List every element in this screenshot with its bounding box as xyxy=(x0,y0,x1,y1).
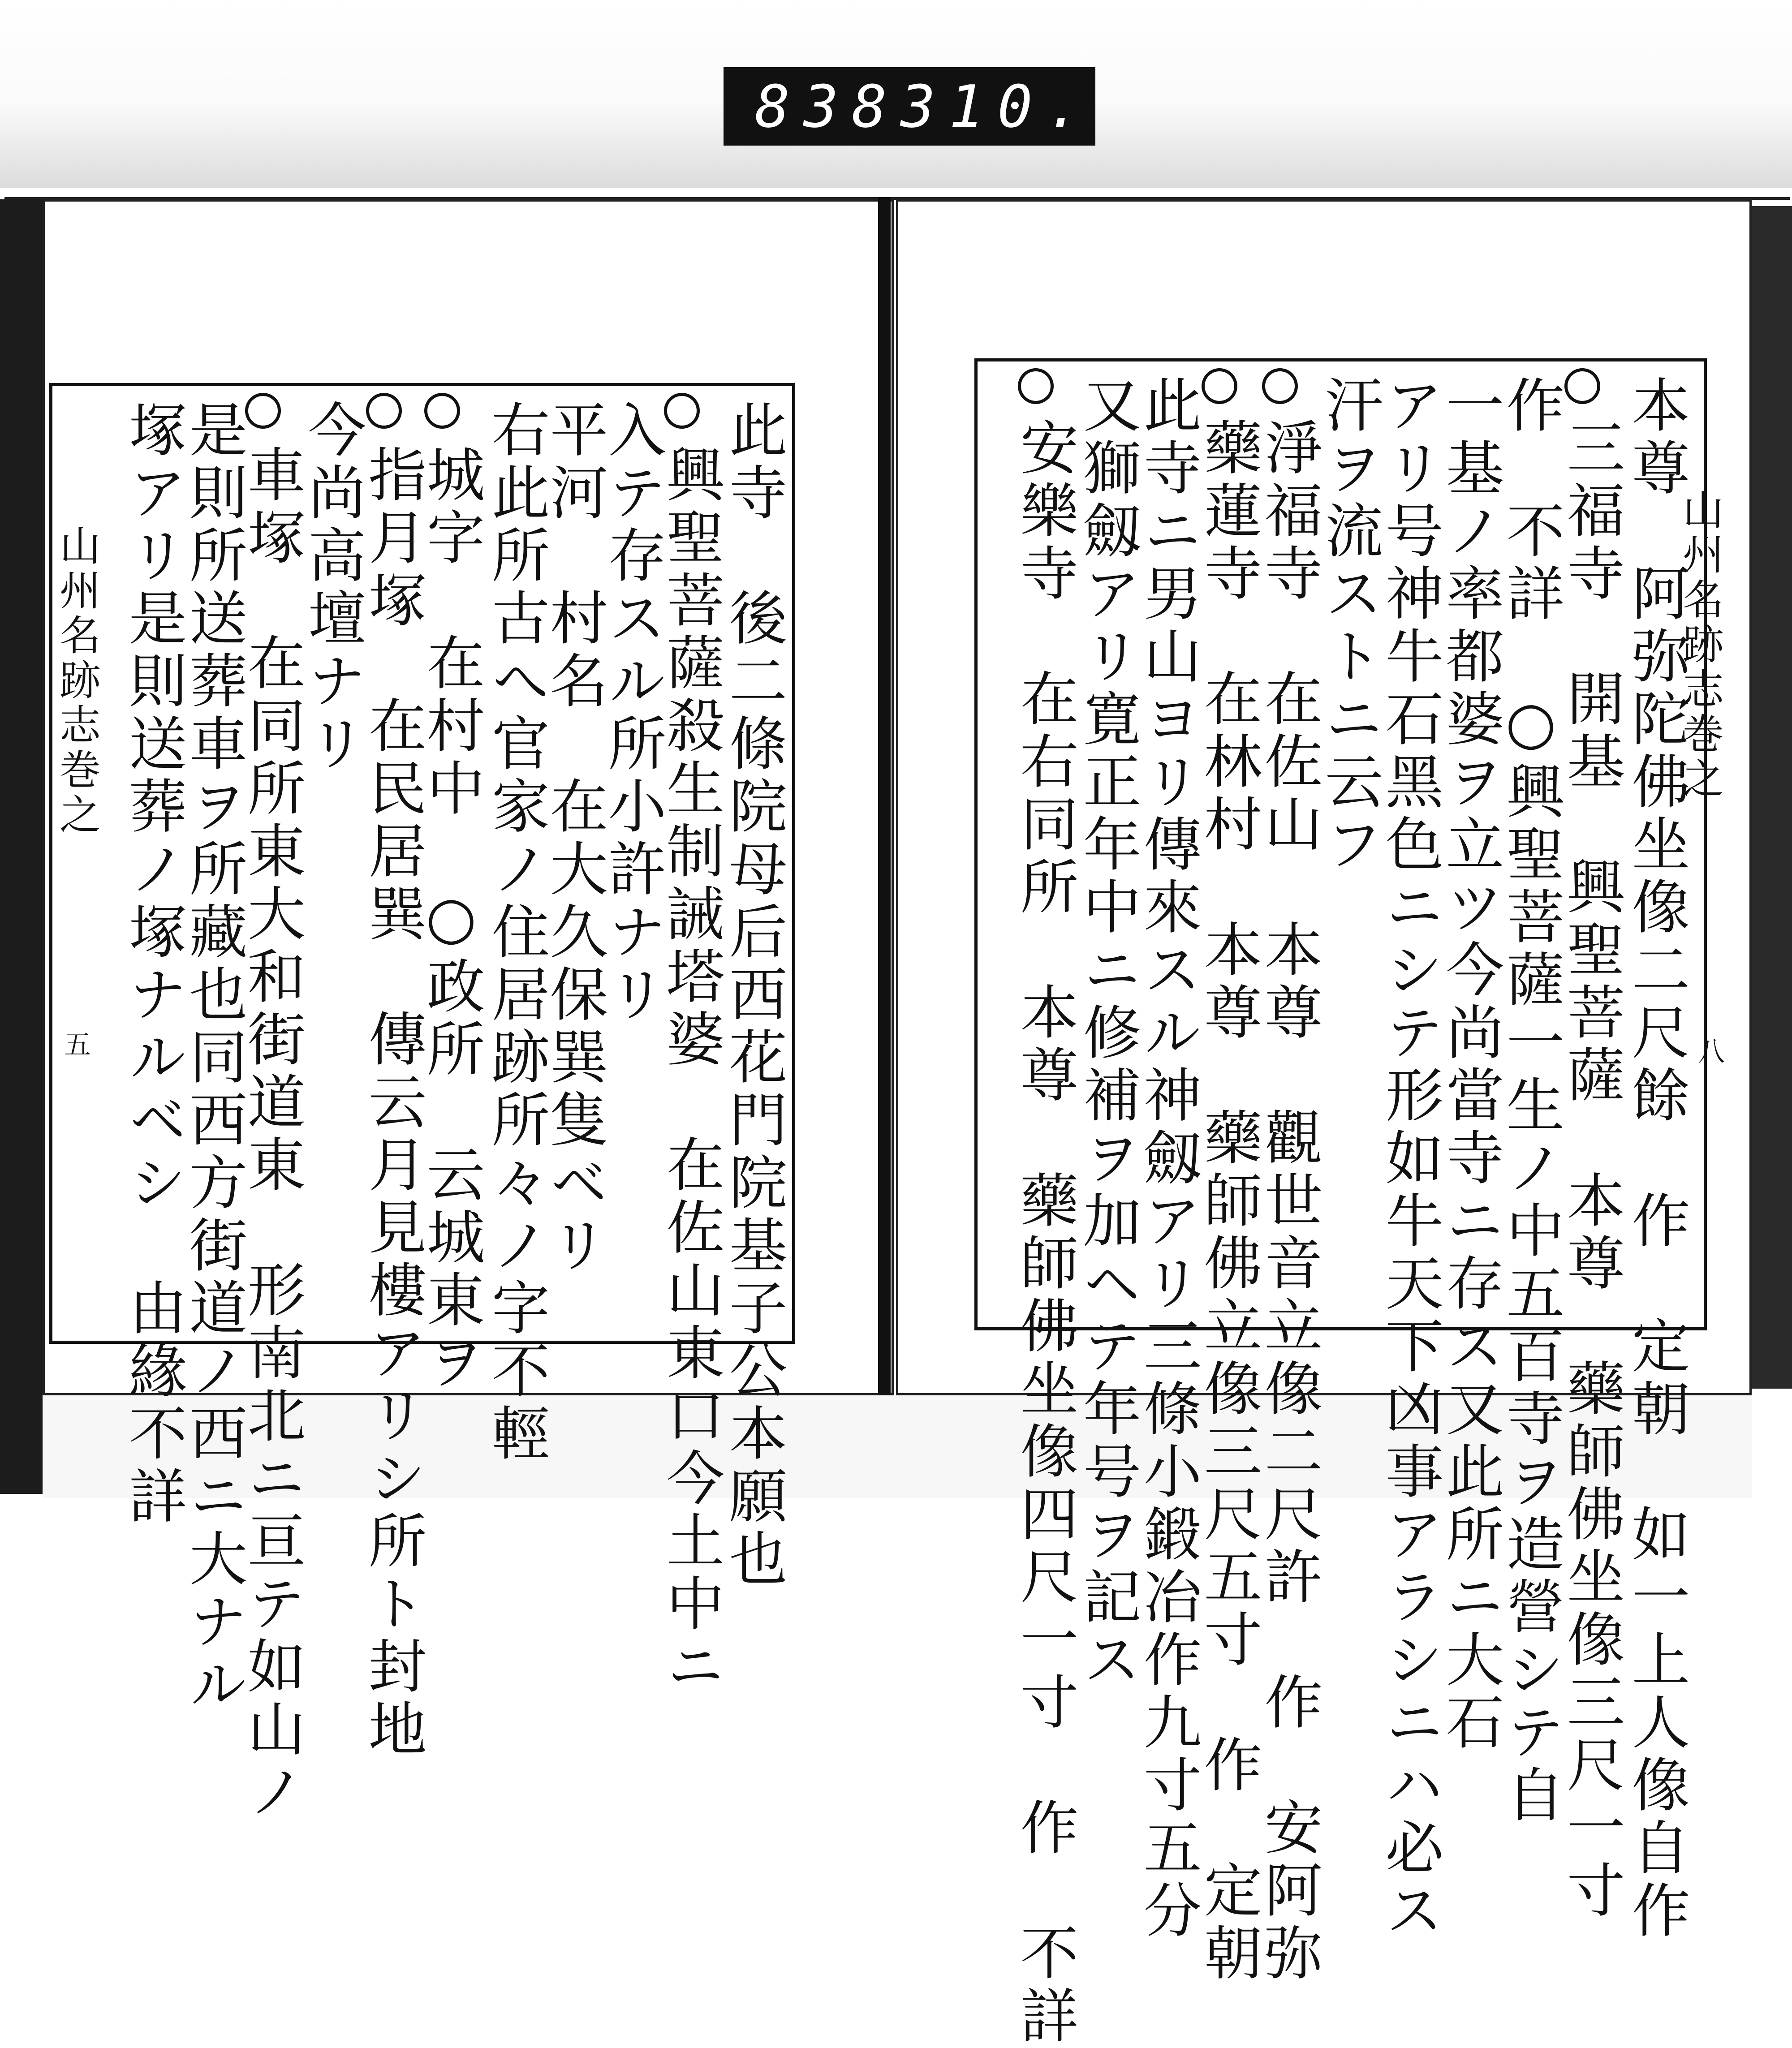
text-column: 一基ノ率都婆ヲ立ツ今尚當寺ニ存ス又此所ニ大石 xyxy=(1436,375,1504,1755)
circle-mark xyxy=(245,393,281,429)
archive-number-left: 838 xyxy=(755,72,900,141)
text-column: 本尊 阿弥陀佛坐像二尺餘 作 定朝 如一上人像自作 xyxy=(1622,375,1690,1943)
text-column: アリ号神牛石黑色ニシテ形如牛天下凶事アラシニハ必ス xyxy=(1376,375,1444,1943)
text-column: 指月塚 在民居巽 傳云月見樓アリシ所ト封地 xyxy=(359,444,427,1761)
circle-mark xyxy=(664,393,700,429)
text-column: 作 不詳 ○興聖菩薩一生ノ中五百寺ヲ造營シテ自 xyxy=(1497,375,1565,1827)
text-column: 興聖菩薩殺生制誡塔婆 在佐山東口今土中ニ xyxy=(657,444,725,1699)
right-folio: 八 xyxy=(1698,1036,1725,1067)
left-side-title: 山州名跡志巻之 xyxy=(53,524,101,838)
book-spine xyxy=(878,197,891,1498)
right-binding xyxy=(1752,206,1792,1389)
text-column: 此寺 後二條院母后西花門院基子公本願也 xyxy=(719,400,788,1591)
text-column: 塚アリ是則送葬ノ塚ナルベシ 由緣不詳 xyxy=(119,400,187,1528)
circle-mark xyxy=(424,393,460,429)
right-text-frame xyxy=(974,358,1707,2048)
left-text-frame xyxy=(49,383,795,1824)
text-column: 城字 在村中 ○政所 云城東ヲ xyxy=(417,444,485,1395)
right-side-title: 山州名跡志巻之 xyxy=(1676,488,1724,802)
text-column: 又獅劔アリ寛正年中ニ修補ヲ加ヘテ年号ヲ記ス xyxy=(1073,375,1142,1692)
text-column: 汗ヲ流ストニ云フ xyxy=(1315,375,1383,877)
text-column: 是則所送葬車ヲ所藏也同西方街道ノ西ニ大ナル xyxy=(180,400,248,1717)
text-column: 今尚高壇ナリ xyxy=(298,400,366,776)
text-column: 淨福寺 在佐山 本尊 觀世音立像二尺許 作 安阿弥 xyxy=(1255,417,1323,1985)
archive-label xyxy=(724,67,1095,146)
circle-mark xyxy=(1564,368,1600,404)
circle-mark xyxy=(1018,368,1054,404)
text-column: 三福寺 開基 興聖菩薩 本尊 藥師佛坐像三尺一寸 xyxy=(1557,417,1625,1923)
text-column: 藥蓮寺 在林村 本尊 藥師佛立像三尺五寸 作 定朝 xyxy=(1194,417,1262,1985)
text-column: 此寺ニ男山ヨリ傳來スル神劔アリ三條小鍛冶作九寸五分 xyxy=(1134,375,1202,1943)
text-column: 入テ存スル所小許ナリ xyxy=(599,400,667,1027)
circle-mark xyxy=(1262,368,1298,404)
text-column: 車塚 在同所東大和街道東 形南北ニ亘テ如山ノ xyxy=(238,444,306,1824)
archive-number-right: 310. xyxy=(900,72,1094,141)
left-binding xyxy=(0,199,43,1494)
left-folio: 五 xyxy=(60,1030,91,1057)
circle-mark xyxy=(1202,368,1237,404)
text-column: 平河 村名 在大久保巽隻ベリ xyxy=(540,400,608,1278)
text-column: 安樂寺 在右同所 本尊 藥師佛坐像四尺一寸 作 不詳 xyxy=(1011,417,1079,2048)
text-column: 右此所古へ官家ノ住居跡所々ノ字不輕 xyxy=(482,400,550,1466)
circle-mark xyxy=(366,393,402,429)
